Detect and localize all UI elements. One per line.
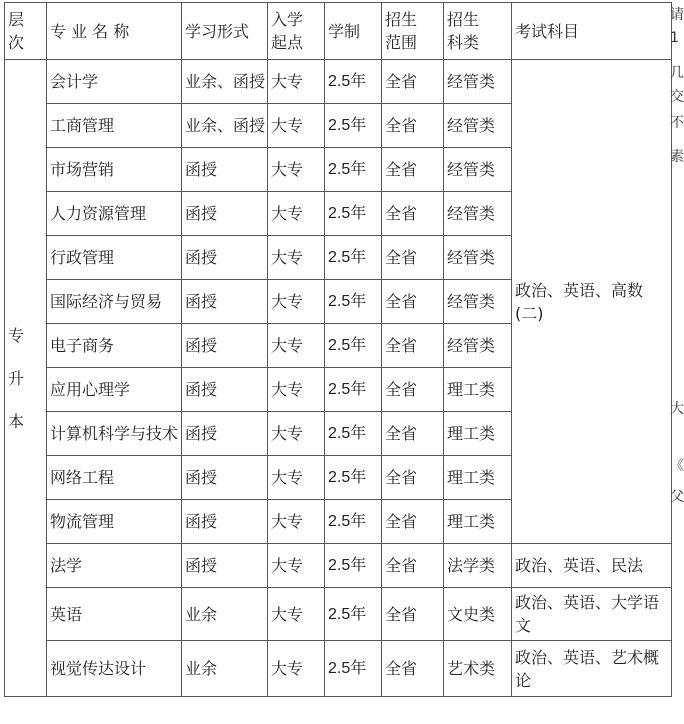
duration-cell: 2.5年 bbox=[325, 280, 382, 324]
duration-cell: 2.5年 bbox=[325, 456, 382, 500]
exam-cell: 政治、英语、艺术概论 bbox=[512, 641, 672, 697]
exam-cell: 政治、英语、民法 bbox=[512, 544, 672, 588]
scope-cell: 全省 bbox=[382, 412, 444, 456]
level-cell: 专 升 本 bbox=[5, 60, 47, 697]
major-cell: 行政管理 bbox=[47, 236, 182, 280]
duration-cell: 2.5年 bbox=[325, 104, 382, 148]
form-cell: 函授 bbox=[182, 456, 268, 500]
scope-cell: 全省 bbox=[382, 104, 444, 148]
form-cell: 函授 bbox=[182, 192, 268, 236]
category-cell: 理工类 bbox=[444, 456, 512, 500]
major-cell: 网络工程 bbox=[47, 456, 182, 500]
clipped-side-text bbox=[670, 0, 684, 724]
major-cell: 应用心理学 bbox=[47, 368, 182, 412]
header-major: 专 业 名 称 bbox=[47, 3, 182, 60]
major-cell: 会计学 bbox=[47, 60, 182, 104]
duration-cell: 2.5年 bbox=[325, 368, 382, 412]
header-scope: 招生 范围 bbox=[382, 3, 444, 60]
duration-cell: 2.5年 bbox=[325, 412, 382, 456]
form-cell: 函授 bbox=[182, 236, 268, 280]
entry-cell: 大专 bbox=[268, 324, 325, 368]
form-cell: 业余 bbox=[182, 588, 268, 641]
form-cell: 函授 bbox=[182, 544, 268, 588]
major-cell: 电子商务 bbox=[47, 324, 182, 368]
form-cell: 业余、函授 bbox=[182, 104, 268, 148]
form-cell: 业余 bbox=[182, 641, 268, 697]
duration-cell: 2.5年 bbox=[325, 641, 382, 697]
scope-cell: 全省 bbox=[382, 192, 444, 236]
scope-cell: 全省 bbox=[382, 60, 444, 104]
form-cell: 函授 bbox=[182, 280, 268, 324]
entry-cell: 大专 bbox=[268, 148, 325, 192]
header-level: 层 次 bbox=[5, 3, 47, 60]
table-row bbox=[5, 641, 672, 697]
table-header-row bbox=[5, 3, 672, 60]
category-cell: 理工类 bbox=[444, 368, 512, 412]
major-cell: 人力资源管理 bbox=[47, 192, 182, 236]
duration-cell: 2.5年 bbox=[325, 60, 382, 104]
scope-cell: 全省 bbox=[382, 500, 444, 544]
form-cell: 函授 bbox=[182, 500, 268, 544]
category-cell: 经管类 bbox=[444, 148, 512, 192]
edge-glyph: 父 bbox=[670, 489, 684, 505]
exam-cell: 政治、英语、大学语文 bbox=[512, 588, 672, 641]
major-cell: 法学 bbox=[47, 544, 182, 588]
enrollment-table bbox=[4, 2, 672, 697]
edge-glyph: 素 bbox=[670, 149, 684, 165]
entry-cell: 大专 bbox=[268, 456, 325, 500]
edge-glyph: 《 bbox=[670, 458, 684, 474]
entry-cell: 大专 bbox=[268, 588, 325, 641]
category-cell: 经管类 bbox=[444, 104, 512, 148]
duration-cell: 2.5年 bbox=[325, 544, 382, 588]
scope-cell: 全省 bbox=[382, 456, 444, 500]
edge-glyph: 交 bbox=[670, 89, 684, 105]
entry-cell: 大专 bbox=[268, 236, 325, 280]
duration-cell: 2.5年 bbox=[325, 588, 382, 641]
entry-cell: 大专 bbox=[268, 104, 325, 148]
category-cell: 文史类 bbox=[444, 588, 512, 641]
category-cell: 理工类 bbox=[444, 500, 512, 544]
category-cell: 理工类 bbox=[444, 412, 512, 456]
form-cell: 函授 bbox=[182, 148, 268, 192]
form-cell: 函授 bbox=[182, 324, 268, 368]
entry-cell: 大专 bbox=[268, 60, 325, 104]
header-entry: 入学 起点 bbox=[268, 3, 325, 60]
scope-cell: 全省 bbox=[382, 588, 444, 641]
duration-cell: 2.5年 bbox=[325, 500, 382, 544]
major-cell: 工商管理 bbox=[47, 104, 182, 148]
scope-cell: 全省 bbox=[382, 641, 444, 697]
table-row bbox=[5, 60, 672, 104]
category-cell: 经管类 bbox=[444, 324, 512, 368]
category-cell: 经管类 bbox=[444, 60, 512, 104]
duration-cell: 2.5年 bbox=[325, 236, 382, 280]
scope-cell: 全省 bbox=[382, 280, 444, 324]
major-cell: 计算机科学与技术 bbox=[47, 412, 182, 456]
form-cell: 函授 bbox=[182, 368, 268, 412]
duration-cell: 2.5年 bbox=[325, 324, 382, 368]
scope-cell: 全省 bbox=[382, 236, 444, 280]
header-category: 招生 科类 bbox=[444, 3, 512, 60]
edge-glyph: 几 bbox=[670, 65, 684, 81]
entry-cell: 大专 bbox=[268, 412, 325, 456]
edge-glyph: 请 bbox=[670, 7, 684, 23]
category-cell: 经管类 bbox=[444, 236, 512, 280]
entry-cell: 大专 bbox=[268, 500, 325, 544]
major-cell: 物流管理 bbox=[47, 500, 182, 544]
entry-cell: 大专 bbox=[268, 544, 325, 588]
exam-cell: 政治、英语、高数(二) bbox=[512, 60, 672, 544]
duration-cell: 2.5年 bbox=[325, 148, 382, 192]
major-cell: 市场营销 bbox=[47, 148, 182, 192]
category-cell: 经管类 bbox=[444, 192, 512, 236]
form-cell: 函授 bbox=[182, 412, 268, 456]
header-form: 学习形式 bbox=[182, 3, 268, 60]
edge-glyph: 1 bbox=[670, 30, 679, 46]
category-cell: 艺术类 bbox=[444, 641, 512, 697]
edge-glyph: 大 bbox=[670, 401, 684, 417]
entry-cell: 大专 bbox=[268, 280, 325, 324]
form-cell: 业余、函授 bbox=[182, 60, 268, 104]
scope-cell: 全省 bbox=[382, 544, 444, 588]
major-cell: 英语 bbox=[47, 588, 182, 641]
table-row bbox=[5, 544, 672, 588]
category-cell: 经管类 bbox=[444, 280, 512, 324]
scope-cell: 全省 bbox=[382, 368, 444, 412]
table-row bbox=[5, 588, 672, 641]
header-exam: 考试科目 bbox=[512, 3, 672, 60]
duration-cell: 2.5年 bbox=[325, 192, 382, 236]
entry-cell: 大专 bbox=[268, 192, 325, 236]
major-cell: 国际经济与贸易 bbox=[47, 280, 182, 324]
header-duration: 学制 bbox=[325, 3, 382, 60]
scope-cell: 全省 bbox=[382, 324, 444, 368]
major-cell: 视觉传达设计 bbox=[47, 641, 182, 697]
category-cell: 法学类 bbox=[444, 544, 512, 588]
scope-cell: 全省 bbox=[382, 148, 444, 192]
edge-glyph: 不 bbox=[670, 115, 684, 131]
entry-cell: 大专 bbox=[268, 641, 325, 697]
entry-cell: 大专 bbox=[268, 368, 325, 412]
